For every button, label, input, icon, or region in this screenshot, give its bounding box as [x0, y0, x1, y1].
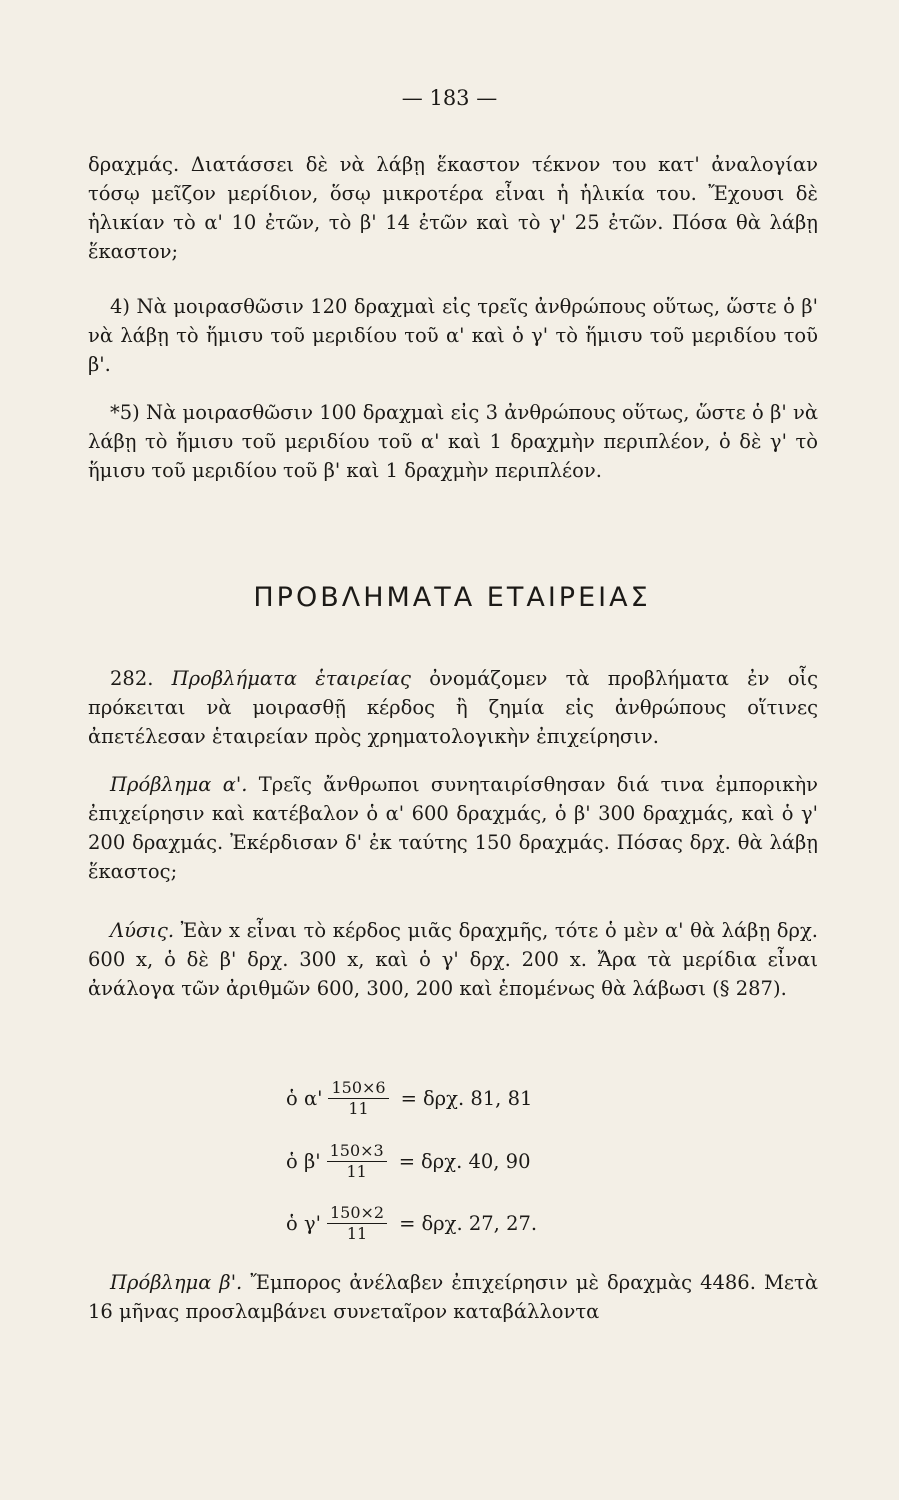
solution — [88, 916, 818, 1003]
formula-lhs: ὁ γ' — [286, 1211, 321, 1235]
problem-a-body: Τρεῖς ἄνθρωποι συνηταιρίσθησαν διά τινα ἐμπορικὴν ἐπιχείρησιν καὶ κατέβαλον ὁ α' 600 δραχμάς, ὁ β' 300 δραχμάς, καὶ ὁ γ' 200 δραχμάς. Ἐκέρδισαν δ' ἐκ ταύτης 150 δραχμάς. Πόσας δρχ. θὰ λάβῃ ἕκαστος; — [88, 773, 818, 883]
problem-a-label: Πρόβλημα α'. — [110, 773, 248, 796]
formula-result: δρχ. 27, 27. — [421, 1211, 538, 1235]
fraction-numerator: 150×6 — [328, 1078, 388, 1099]
equals-sign: = — [398, 1149, 416, 1173]
solution-label: Λύσις. — [110, 919, 175, 942]
paragraph-282 — [88, 664, 818, 751]
formula-result: δρχ. 81, 81 — [422, 1086, 533, 1110]
section-body: ὀνομάζομεν τὰ προβλήματα ἐν οἷς πρόκειται νὰ μοιρασθῇ κέρδος ἢ ζημία εἰς ἀνθρώπους οἵτινες ἀπετέλεσαν ἑταιρείαν πρὸς χρηματολογικὴν ἐπιχείρησιν. — [88, 667, 819, 748]
exercise-4: 4) Νὰ μοιρασθῶσιν 120 δραχμαὶ εἰς τρεῖς ἀνθρώπους οὕτως, ὥστε ὁ β' νὰ λάβῃ τὸ ἥμισυ τοῦ μεριδίου τοῦ α' καὶ ὁ γ' τὸ ἥμισυ τοῦ μεριδίου τοῦ β'. — [88, 295, 818, 376]
formula-lhs: ὁ α' — [286, 1086, 323, 1110]
problem-b-label: Πρόβλημα β'. — [110, 1271, 243, 1294]
problem-b — [88, 1268, 818, 1326]
fraction — [327, 1203, 387, 1244]
solution-body: Ἐὰν x εἶναι τὸ κέρδος μιᾶς δραχμῆς, τότε ὁ μὲν α' θὰ λάβῃ δρχ. 600 x, ὁ δὲ β' δρχ. 300 x, καὶ ὁ γ' δρχ. 200 x. Ἄρα τὰ μερίδια εἶναι ἀνάλογα τῶν ἀριθμῶν 600, 300, 200 καὶ ἑπομένως θὰ λάβωσι (§ 287). — [88, 919, 818, 1000]
problem-b-body: Ἔμπορος ἀνέλαβεν ἐπιχείρησιν μὲ δραχμὰς 4486. Μετὰ 16 μῆνας προσλαμβάνει συνεταῖρον καταβάλλοντα — [88, 1271, 818, 1323]
fraction — [328, 1078, 388, 1119]
fraction-denominator: 11 — [346, 1161, 367, 1181]
formula-a — [286, 1072, 532, 1124]
section-title: Προβλήματα ἑταιρείας — [171, 667, 411, 690]
section-heading: ΠΡΟΒΛΗΜΑΤΑ ΕΤΑΙΡΕΙΑΣ — [253, 582, 651, 613]
formula-b — [286, 1135, 531, 1187]
fraction — [327, 1141, 387, 1182]
exercise-5: *5) Νὰ μοιρασθῶσιν 100 δραχμαὶ εἰς 3 ἀνθρώπους οὕτως, ὥστε ὁ β' νὰ λάβῃ τὸ ἥμισυ τοῦ μεριδίου τοῦ α' καὶ 1 δραχμὴν περιπλέον, ὁ δὲ γ' τὸ ἥμισυ τοῦ μεριδίου τοῦ β' καὶ 1 δραχμὴν περιπλέον. — [88, 401, 818, 482]
fraction-numerator: 150×2 — [327, 1203, 387, 1224]
formula-c — [286, 1197, 537, 1249]
paragraph-top: δραχμάς. Διατάσσει δὲ νὰ λάβῃ ἕκαστον τέκνον του κατ' ἀναλογίαν τόσῳ μεῖζον μερίδιον, ὅσῳ μικροτέρα εἶναι ἡ ἡλικία του. Ἔχουσι δὲ ἡλικίαν τὸ α' 10 ἐτῶν, τὸ β' 14 ἐτῶν καὶ τὸ γ' 25 ἐτῶν. Πόσα θὰ λάβῃ ἕκαστον; — [88, 153, 818, 263]
section-number: 282. — [110, 667, 154, 690]
fraction-denominator: 11 — [346, 1223, 368, 1243]
equals-sign: = — [400, 1086, 417, 1110]
page-number: — 183 — — [401, 86, 498, 110]
formula-result: δρχ. 40, 90 — [421, 1149, 531, 1173]
fraction-denominator: 11 — [348, 1098, 369, 1118]
fraction-numerator: 150×3 — [327, 1141, 387, 1162]
equals-sign: = — [399, 1211, 416, 1235]
problem-a — [88, 770, 818, 886]
formula-lhs: ὁ β' — [286, 1149, 321, 1173]
